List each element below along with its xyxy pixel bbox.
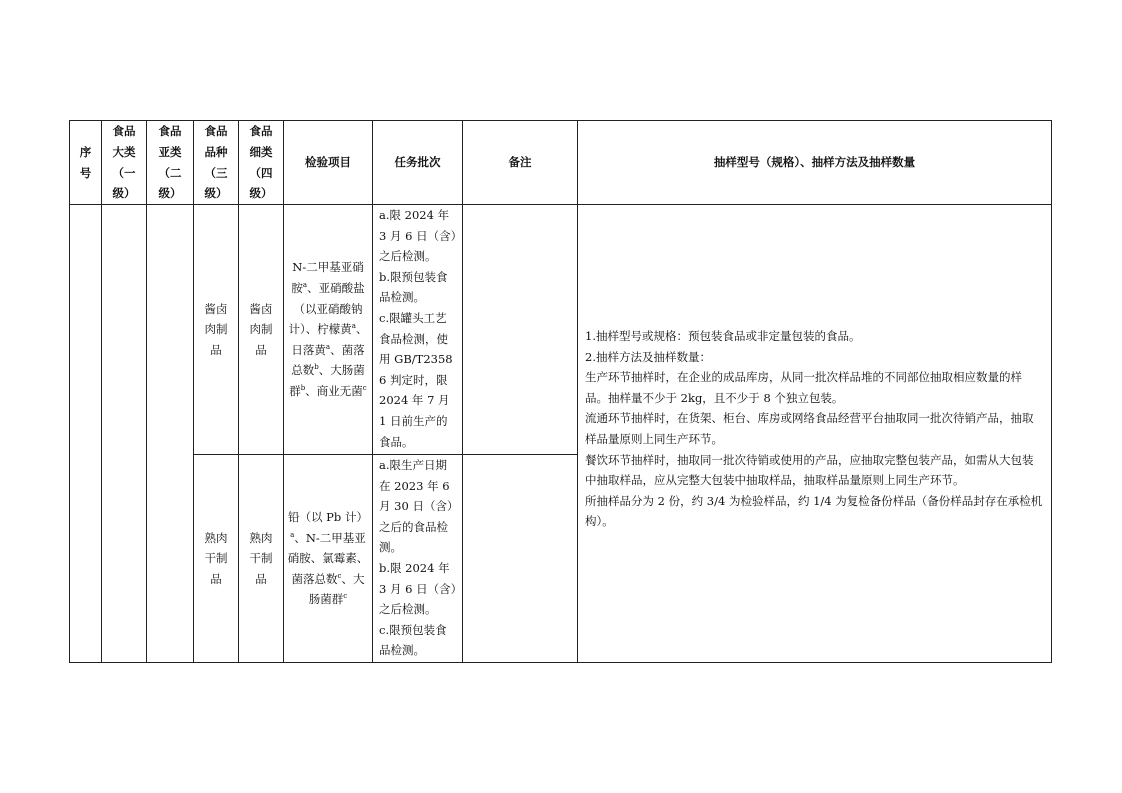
items-cell <box>284 455 373 663</box>
method-cell: 1.抽样型号或规格：预包装食品或非定量包装的食品。 2.抽样方法及抽样数量： 生产环节抽样时，在企业的成品库房，从同一批次样品堆的不同部位抽取相应数量的样品。抽样量不少于 2kg，且不少于 8 个独立包装。 流通环节抽样时，在货架、柜台、库房或网络食品经营平台抽取同一批次待销产品，抽取样品量原则上同生产环节。 餐饮环节抽样时，抽取同一批次待销或使用的产品，应抽取完整包装产品，如需从大包装中抽取样品，应从完整大包装中抽取样品，抽取样品量原则上同生产环节。 所抽样品分为 2 份，约 3/4 为检验样品，约 1/4 为复检备份样品（备份样品封存在承检机构）。 <box>578 205 1052 663</box>
items-cell <box>284 205 373 455</box>
batch-cell: a.限 2024 年 3 月 6 日（含）之后检测。 b.限预包装食品检测。 c.限罐头工艺食品检测，使用 GB/T23586 判定时，限 2024 年 7 月 1 日前生产的食品。 <box>373 205 463 455</box>
cat3-cell: 酱卤肉制品 <box>194 205 239 455</box>
remarks-cell <box>463 455 578 663</box>
header-cat3: 食品品种（三级） <box>194 121 239 205</box>
table-row <box>70 205 1052 455</box>
items-text: N-二甲基亚硝胺$^a$、亚硝酸盐（以亚硝酸钠计）、柠檬黄$^a$、日落黄$^a$、菌落总数$^b$、大肠菌群$^b$、商业无菌$^c$ <box>288 260 368 398</box>
batch-cell: a.限生产日期在 2023 年 6 月 30 日（含）之后的食品检测。 b.限 2024 年 3 月 6 日（含）之后检测。 c.限预包装食品检测。 <box>373 455 463 663</box>
header-cat1: 食品大类（一级） <box>102 121 147 205</box>
remarks-cell <box>463 205 578 455</box>
items-text: 铅（以 Pb 计）$^a$、N-二甲基亚硝胺、氯霉素、菌落总数$^c$、大肠菌群$^c$ <box>287 510 369 607</box>
header-cat4: 食品细类（四级） <box>239 121 284 205</box>
header-cat2: 食品亚类（二级） <box>147 121 194 205</box>
cat2-cell <box>147 205 194 663</box>
header-method: 抽样型号（规格）、抽样方法及抽样数量 <box>578 121 1052 205</box>
cat4-cell: 熟肉干制品 <box>239 455 284 663</box>
seq-cell <box>70 205 102 663</box>
header-row <box>70 121 1052 205</box>
header-batch: 任务批次 <box>373 121 463 205</box>
cat4-cell: 酱卤肉制品 <box>239 205 284 455</box>
sampling-table <box>69 120 1052 663</box>
cat1-cell <box>102 205 147 663</box>
header-remarks: 备注 <box>463 121 578 205</box>
header-seq: 序号 <box>70 121 102 205</box>
header-items: 检验项目 <box>284 121 373 205</box>
cat3-cell: 熟肉干制品 <box>194 455 239 663</box>
